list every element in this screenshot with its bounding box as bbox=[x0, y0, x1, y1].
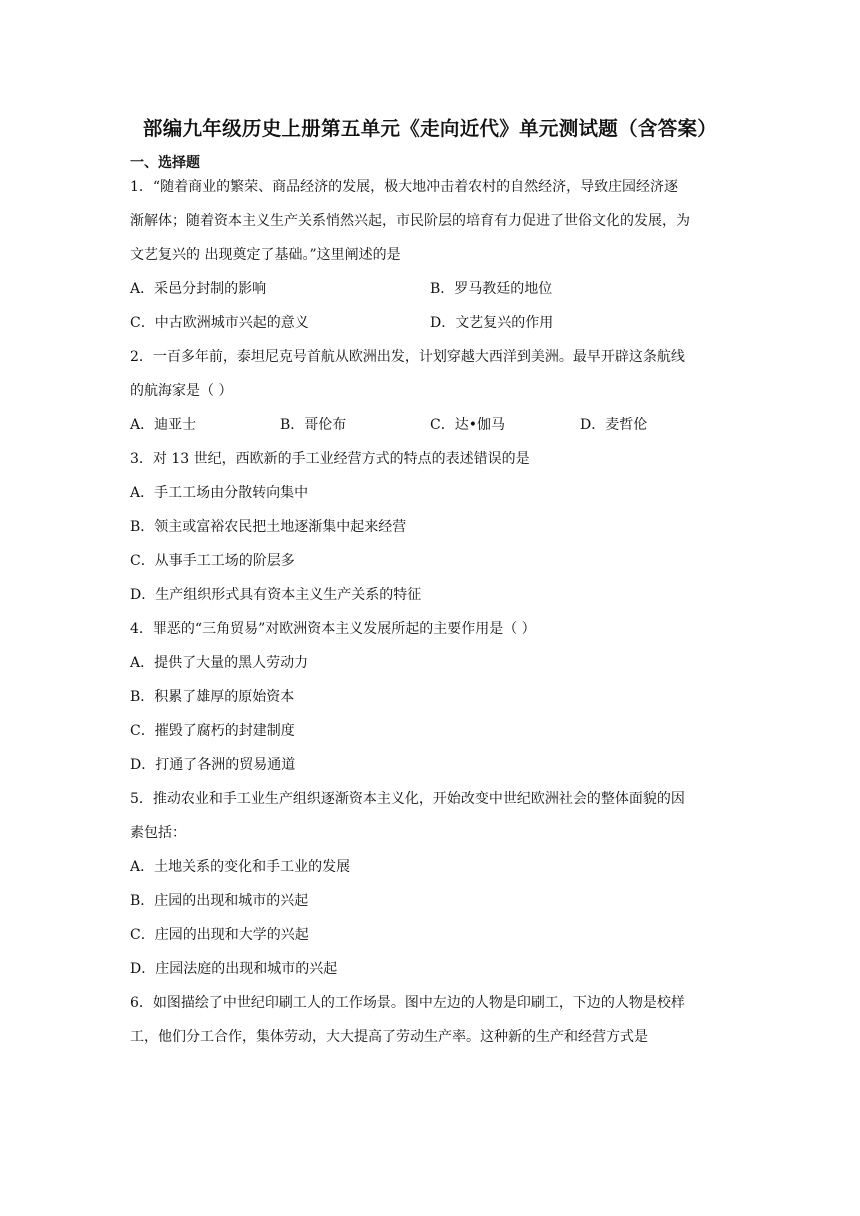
q3-line-1: 3．对 13 世纪，西欧新的手工业经营方式的特点的表述错误的是 bbox=[130, 451, 530, 467]
q1-option-a: A．采邑分封制的影响 bbox=[130, 281, 267, 297]
document-title: 部编九年级历史上册第五单元《走向近代》单元测试题（含答案） bbox=[142, 117, 718, 140]
q3-option-d: D．生产组织形式具有资本主义生产关系的特征 bbox=[130, 587, 422, 603]
q1-option-c: C．中古欧洲城市兴起的意义 bbox=[130, 315, 309, 331]
q4-line-1: 4．罪恶的“三角贸易”对欧洲资本主义发展所起的主要作用是（ ） bbox=[130, 621, 536, 637]
q2-option-b: B．哥伦布 bbox=[280, 417, 347, 433]
q3-option-a: A．手工工场由分散转向集中 bbox=[130, 485, 309, 501]
q4-option-d: D．打通了各洲的贸易通道 bbox=[130, 757, 296, 773]
q5-option-c: C．庄园的出现和大学的兴起 bbox=[130, 927, 309, 943]
q2-line-2: 的航海家是（ ） bbox=[130, 383, 233, 399]
q1-line-3: 文艺复兴的 出现奠定了基础。”这里阐述的是 bbox=[130, 247, 401, 263]
q1-option-b: B．罗马教廷的地位 bbox=[430, 281, 553, 297]
q5-option-d: D．庄园法庭的出现和城市的兴起 bbox=[130, 961, 338, 977]
q4-option-b: B．积累了雄厚的原始资本 bbox=[130, 689, 295, 705]
q6-line-1: 6．如图描绘了中世纪印刷工人的工作场景。图中左边的人物是印刷工，下边的人物是校样 bbox=[130, 995, 685, 1011]
q5-line-1: 5．推动农业和手工业生产组织逐渐资本主义化，开始改变中世纪欧洲社会的整体面貌的因 bbox=[130, 791, 685, 807]
q1-option-d: D．文艺复兴的作用 bbox=[430, 315, 554, 331]
q2-option-a: A．迪亚士 bbox=[130, 417, 197, 433]
q5-option-a: A．土地关系的变化和手工业的发展 bbox=[130, 859, 351, 875]
q2-option-d: D．麦哲伦 bbox=[580, 417, 648, 433]
q3-option-b: B．领主或富裕农民把土地逐渐集中起来经营 bbox=[130, 519, 407, 535]
q2-option-c: C．达•伽马 bbox=[430, 417, 505, 433]
q5-line-2: 素包括： bbox=[130, 825, 186, 841]
q4-option-c: C．摧毁了腐朽的封建制度 bbox=[130, 723, 295, 739]
q4-option-a: A．提供了大量的黑人劳动力 bbox=[130, 655, 309, 671]
q5-option-b: B．庄园的出现和城市的兴起 bbox=[130, 893, 309, 909]
q2-line-1: 2．一百多年前，泰坦尼克号首航从欧洲出发，计划穿越大西洋到美洲。最早开辟这条航线 bbox=[130, 349, 685, 365]
q6-line-2: 工，他们分工合作，集体劳动，大大提高了劳动生产率。这种新的生产和经营方式是 bbox=[130, 1029, 648, 1045]
section-heading: 一、选择题 bbox=[130, 155, 200, 171]
q3-option-c: C．从事手工工场的阶层多 bbox=[130, 553, 295, 569]
q1-line-2: 渐解体；随着资本主义生产关系悄然兴起，市民阶层的培育有力促进了世俗文化的发展，为 bbox=[130, 213, 690, 229]
q1-line-1: 1．“随着商业的繁荣、商品经济的发展，极大地冲击着农村的自然经济，导致庄园经济逐 bbox=[130, 179, 679, 195]
